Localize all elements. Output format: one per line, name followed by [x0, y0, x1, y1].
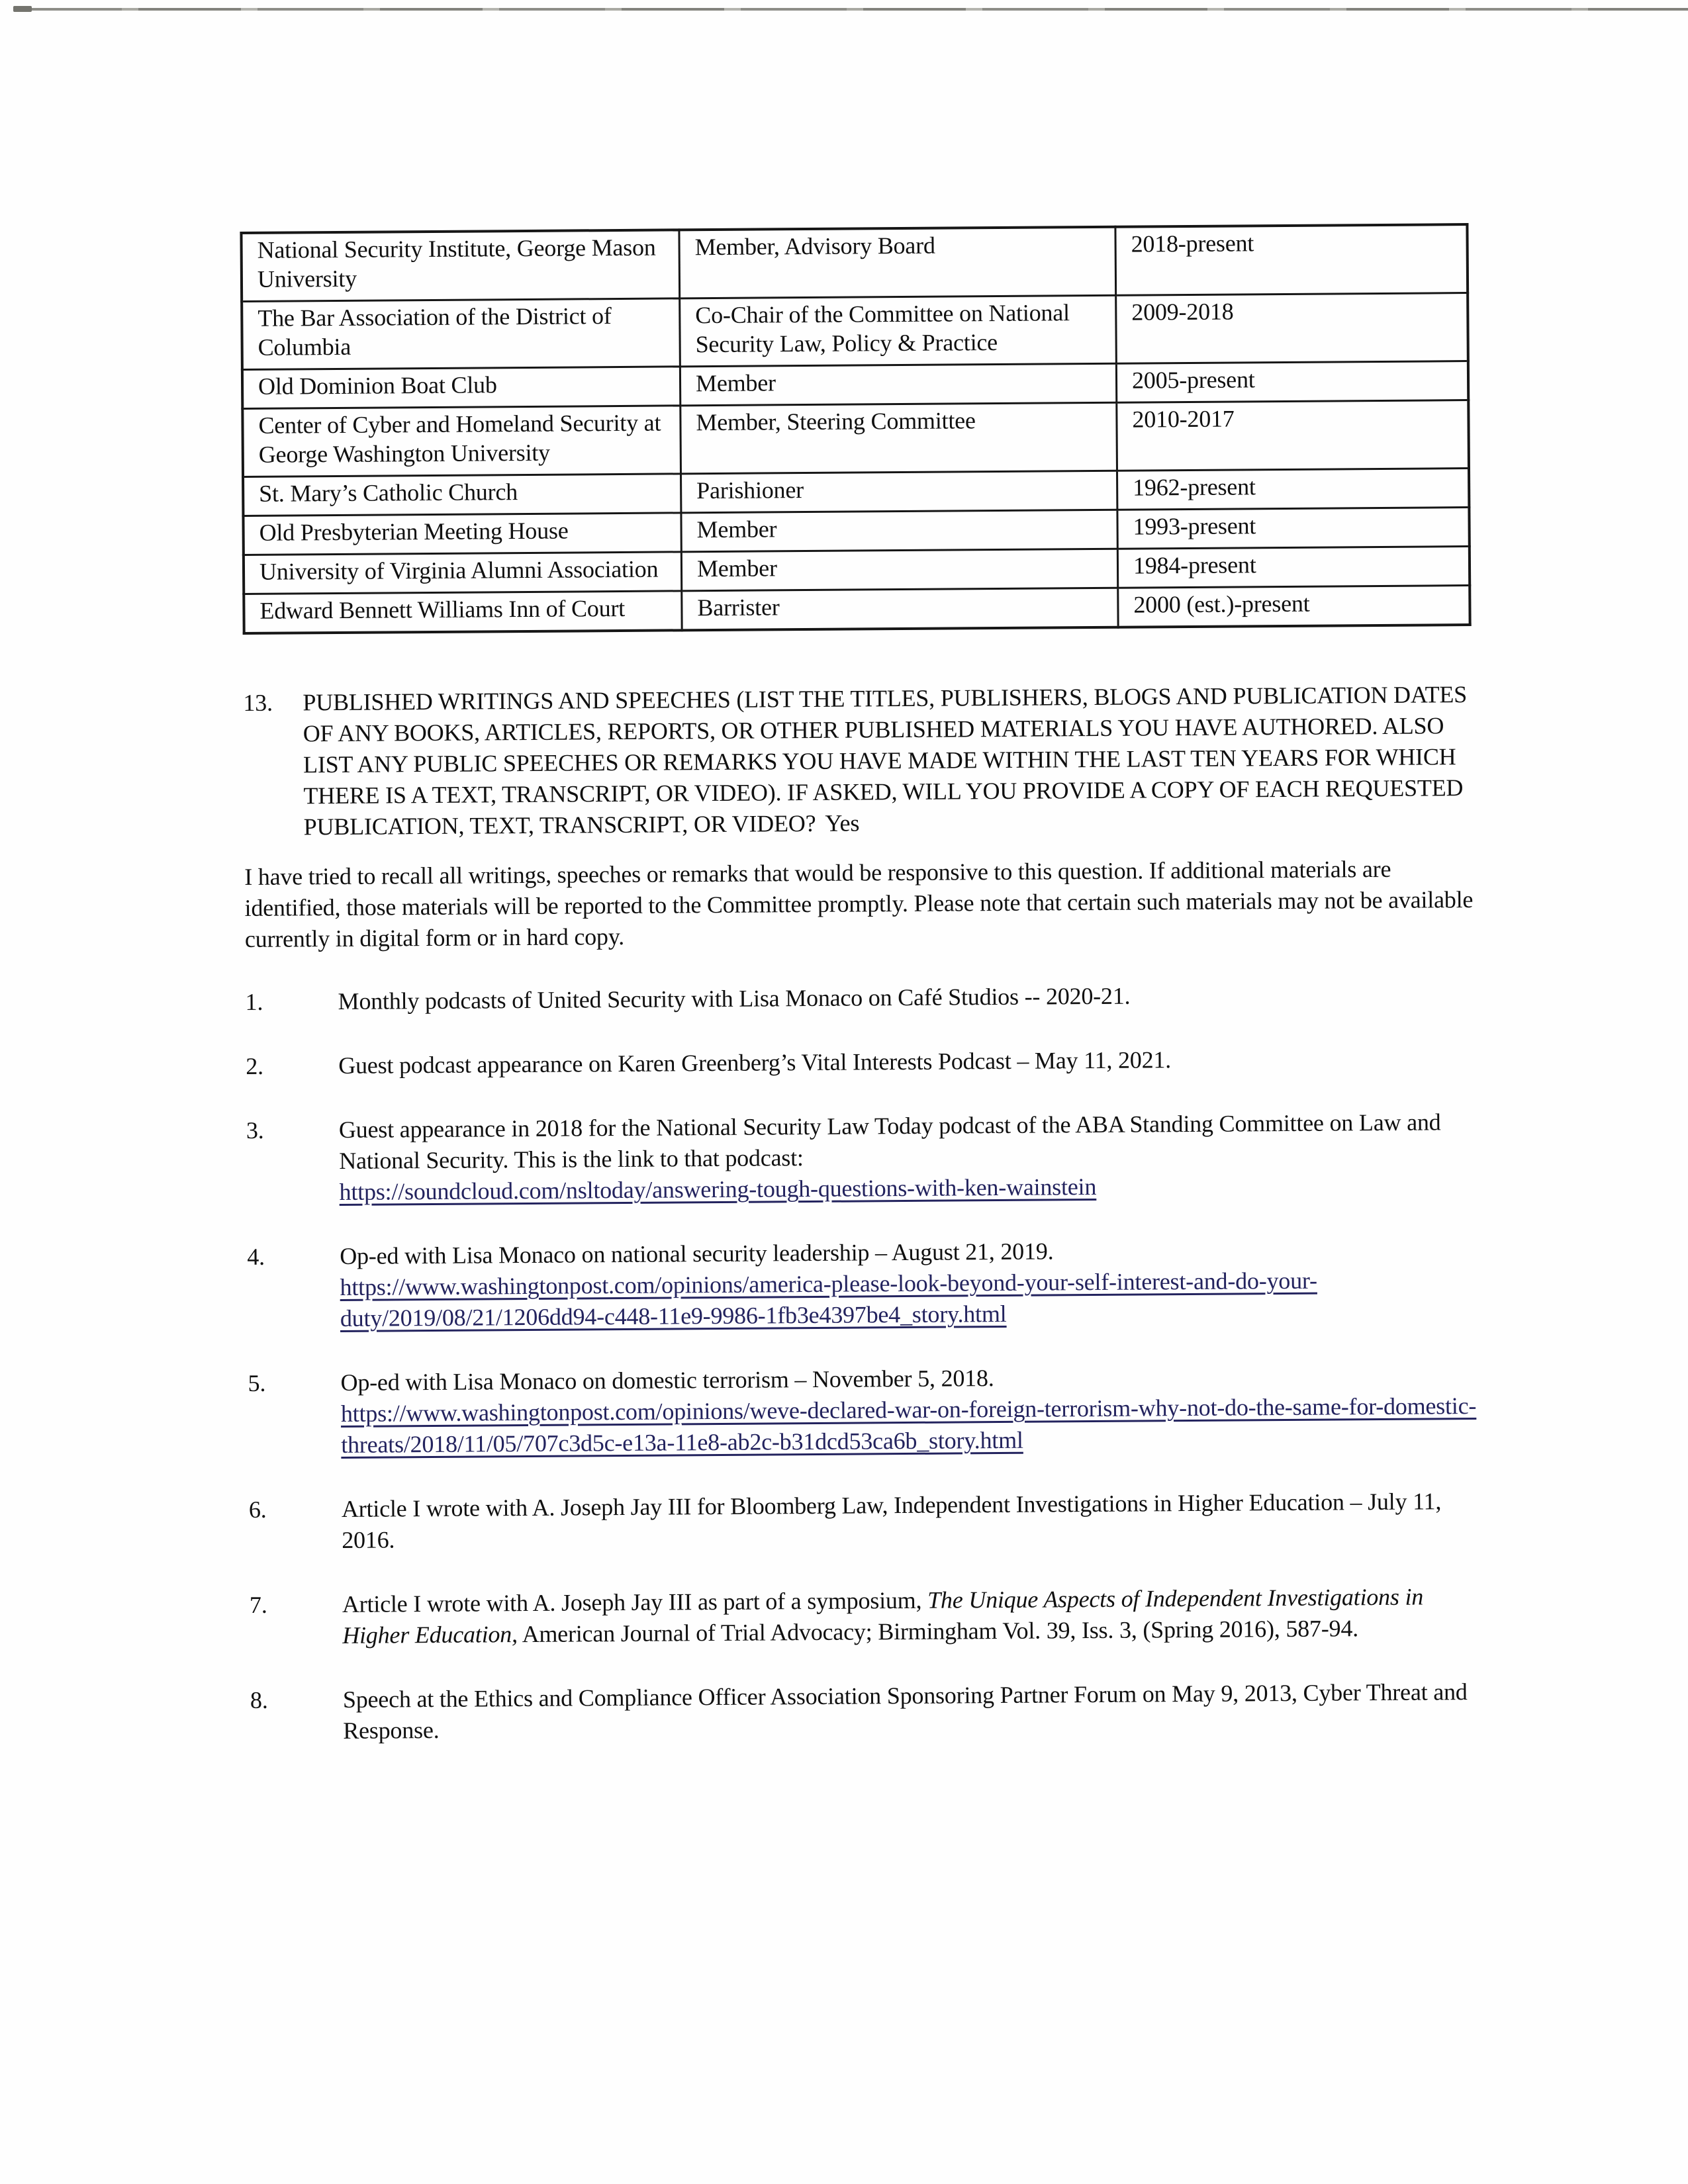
position-cell: Member [681, 549, 1117, 591]
list-item-number: 3. [246, 1116, 264, 1144]
organization-cell: National Security Institute, George Mason University [241, 230, 679, 301]
table-row [242, 293, 1468, 370]
list-item [246, 1042, 1490, 1082]
table-row [242, 400, 1469, 477]
list-item-number: 1. [245, 988, 263, 1015]
list-item [246, 1107, 1491, 1208]
list-item-text: Article I wrote with A. Joseph Jay III for Bloomberg Law, Independent Investigations in Higher Education – July 11, 2016. [341, 1488, 1442, 1553]
list-item [249, 1486, 1494, 1557]
list-item-text: Article I wrote with A. Joseph Jay III as part of a symposium, [342, 1586, 928, 1617]
organization-cell: Old Dominion Boat Club [242, 367, 680, 409]
list-item-number: 4. [247, 1243, 265, 1270]
position-cell: Member [680, 363, 1116, 406]
dates-cell: 1984-present [1117, 547, 1470, 588]
publications-list [245, 978, 1495, 1747]
list-item-text: American Journal of Trial Advocacy; Birmingham Vol. 39, Iss. 3, (Spring 2016), 587-94. [517, 1615, 1359, 1648]
list-item-number: 2. [246, 1052, 263, 1079]
list-item-body [339, 1107, 1476, 1208]
memberships-table [240, 223, 1471, 635]
dates-cell: 1993-present [1117, 508, 1470, 549]
list-item-body [343, 1676, 1479, 1747]
soundcloud-podcast-link[interactable]: https://soundcloud.com/nsltoday/answering-tough-questions-with-ken-wainstein [339, 1173, 1097, 1205]
list-item [250, 1676, 1495, 1747]
organization-cell: Old Presbyterian Meeting House [243, 513, 681, 555]
list-item [250, 1581, 1495, 1652]
dates-cell: 2018-present [1115, 224, 1468, 295]
organization-cell: St. Mary’s Catholic Church [243, 474, 681, 516]
table-row [241, 224, 1468, 301]
organization-cell: University of Virginia Alumni Association [244, 552, 682, 594]
position-cell: Parishioner [681, 471, 1117, 513]
dates-cell: 1962-present [1117, 469, 1469, 510]
list-item-body [338, 978, 1474, 1017]
list-item-body [342, 1581, 1479, 1651]
table-row [244, 586, 1470, 633]
list-item [247, 1233, 1492, 1335]
position-cell: Member, Advisory Board [679, 227, 1116, 298]
organization-cell: Center of Cyber and Homeland Security at George Washington University [242, 406, 680, 477]
question-body-text: PUBLISHED WRITINGS AND SPEECHES (LIST THE TITLES, PUBLISHERS, BLOGS AND PUBLICATION DATES OF ANY BOOKS, ARTICLES, REPORTS, OR OTHER PUBLISHED MATERIALS YOU HAVE AUTHORED. ALSO LIST ANY PUBLIC SPEECHES OR REMARKS YOU HAVE MADE WITHIN THE LAST TEN YEARS FOR WHICH THERE IS A TEXT, TRANSCRIPT, OR VIDEO). IF ASKED, WILL YOU PROVIDE A COPY OF EACH REQUESTED PUBLICATION, TEXT, TRANSCRIPT, OR VIDEO? [303, 681, 1468, 841]
list-item-body [338, 1042, 1474, 1081]
dates-cell: 2005-present [1116, 361, 1468, 403]
document-content [238, 0, 1495, 1780]
dates-cell: 2009-2018 [1116, 293, 1468, 364]
list-item-number: 7. [249, 1591, 267, 1618]
question-13 [243, 679, 1489, 843]
question-number: 13. [243, 689, 273, 716]
list-item-number: 8. [250, 1686, 268, 1713]
dates-cell: 2010-2017 [1117, 400, 1469, 471]
washingtonpost-oped-2019-link[interactable]: https://www.washingtonpost.com/opinions/america-please-look-beyond-your-self-interest-and-do-your-duty/2019/08/21/1206dd94-c448-11e9-9986-1fb3e4397be4_story.html [340, 1267, 1317, 1332]
dates-cell: 2000 (est.)-present [1118, 586, 1470, 627]
list-item-number: 6. [248, 1496, 267, 1523]
list-item [248, 1359, 1493, 1461]
intro-paragraph: I have tried to recall all writings, speeches or remarks that would be responsive to this question. If additional materials are identified, those materials will be reported to the Committee promptly. Please note that certain such materials may not be available currently in digital form or in hard copy. [244, 855, 1474, 952]
position-cell: Barrister [682, 588, 1118, 630]
list-item-text: Speech at the Ethics and Compliance Officer Association Sponsoring Partner Forum on May 9, 2013, Cyber Threat and Response. [342, 1678, 1468, 1744]
question-text [303, 679, 1473, 842]
position-cell: Member, Steering Committee [680, 402, 1117, 474]
list-item-body [340, 1233, 1476, 1334]
position-cell: Co-Chair of the Committee on National Security Law, Policy & Practice [680, 295, 1117, 367]
list-item-body [342, 1486, 1478, 1556]
list-item-text: Op-ed with Lisa Monaco on national security leadership – August 21, 2019. [340, 1238, 1054, 1269]
list-item-italic-title: The Unique Aspects of Independent Investigations in Higher Education, [342, 1583, 1424, 1649]
list-item-text: Op-ed with Lisa Monaco on domestic terrorism – November 5, 2018. [340, 1365, 994, 1396]
organization-cell: Edward Bennett Williams Inn of Court [244, 591, 682, 633]
list-item-number: 5. [248, 1369, 266, 1396]
question-answer: Yes [825, 809, 860, 837]
list-item-text: Guest appearance in 2018 for the National Security Law Today podcast of the ABA Standing Committee on Law and National Security. This is the link to that podcast: [338, 1109, 1441, 1174]
list-item-text: Monthly podcasts of United Security with Lisa Monaco on Café Studios -- 2020-21. [338, 982, 1131, 1015]
position-cell: Member [681, 510, 1117, 552]
list-item-body [340, 1359, 1477, 1461]
list-item [245, 978, 1489, 1018]
list-item-text: Guest podcast appearance on Karen Greenberg’s Vital Interests Podcast – May 11, 2021. [338, 1046, 1172, 1079]
washingtonpost-oped-2018-link[interactable]: https://www.washingtonpost.com/opinions/weve-declared-war-on-foreign-terrorism-why-not-do-the-same-for-domestic-threats/2018/11/05/707c3d5c-e13a-11e8-ab2c-b31dcd53ca6b_story.html [340, 1392, 1477, 1458]
organization-cell: The Bar Association of the District of Columbia [242, 298, 680, 370]
